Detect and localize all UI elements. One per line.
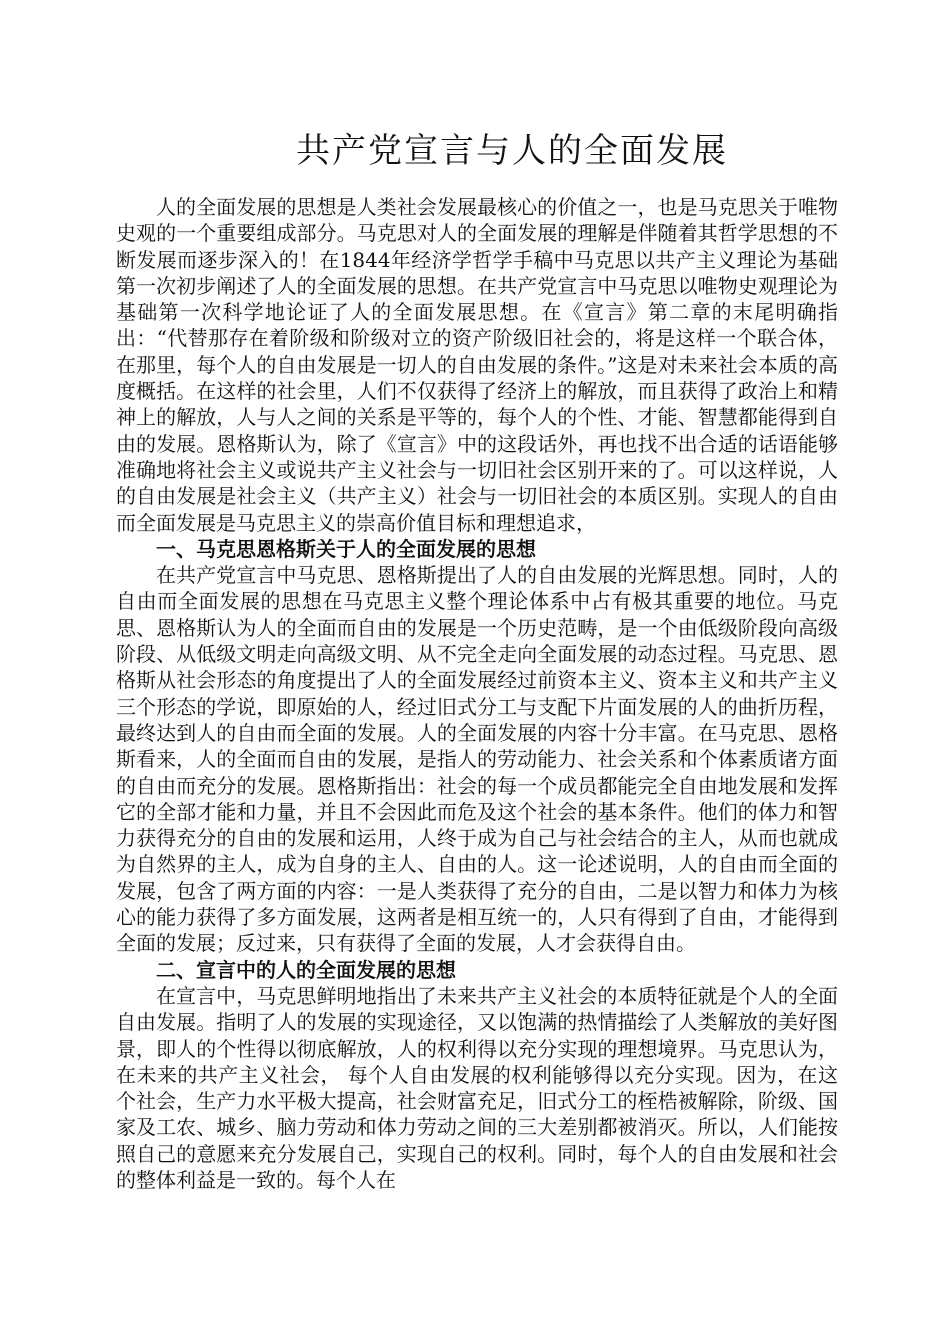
intro-paragraph: 人的全面发展的思想是人类社会发展最核心的价值之一，也是马克思关于唯物史观的一个重要组成部分。马克思对人的全面发展的理解是伴随着其哲学思想的不断发展而逐步深入的！在1844年经济学哲学手稿中马克思以共产主义理论为基础第一次初步阐述了人的全面发展的思想。在共产党宣言中马克思以唯物史观理论为基础第一次科学地论证了人的全面发展思想。在《宣言》第二章的末尾明确指出：“代替那存在着阶级和阶级对立的资产阶级旧社会的，将是这样一个联合体，在那里，每个人的自由发展是一切人的自由发展的条件。”这是对未来社会本质的高度概括。在这样的社会里，人们不仅获得了经济上的解放，而且获得了政治上和精神上的解放，人与人之间的关系是平等的，每个人的个性、才能、智慧都能得到自由的发展。恩格斯认为，除了《宣言》中的这段话外，再也找不出合适的话语能够准确地将社会主义或说共产主义社会与一切旧社会区别开来的了。可以这样说，人的自由发展是社会主义（共产主义）社会与一切旧社会的本质区别。实现人的自由而全面发展是马克思主义的崇高价值目标和理想追求， <box>116 195 838 535</box>
document-title: 共产党宣言与人的全面发展 <box>296 131 728 171</box>
section-paragraph-2: 在宣言中，马克思鲜明地指出了未来共产主义社会的本质特征就是个人的全面自由发展。指明了人的发展的实现途径，又以饱满的热情描绘了人类解放的美好图景，即人的个性得以彻底解放，人的权利得以充分实现的理想境界。马克思认为，在未来的共产主义社会， 每个人自由发展的权利能够得以充分实现。因为，在这个社会，生产力水平极大提高，社会财富充足，旧式分工的桎梏被解除，阶级、国家及工农、城乡、脑力劳动和体力劳动之间的三大差别都被消灭。所以，人们能按照自己的意愿来充分发展自己，实现自己的权利。同时，每个人的自由发展和社会的整体利益是一致的。每个人在 <box>116 983 838 1192</box>
section-heading-2: 二、宣言中的人的全面发展的思想 <box>156 957 456 982</box>
section-heading-1: 一、马克思恩格斯关于人的全面发展的思想 <box>156 536 536 561</box>
document-page <box>116 128 838 1193</box>
section-paragraph-1: 在共产党宣言中马克思、恩格斯提出了人的自由发展的光辉思想。同时，人的自由而全面发展的思想在马克思主义整个理论体系中占有极其重要的地位。马克思、恩格斯认为人的全面而自由的发展是一个历史范畴，是一个由低级阶段向高级阶段、从低级文明走向高级文明、从不完全走向全面发展的动态过程。马克思、恩格斯从社会形态的角度提出了人的全面发展经过前资本主义、资本主义和共产主义三个形态的学说，即原始的人，经过旧式分工与支配下片面发展的人的曲折历程，最终达到人的自由而全面的发展。人的全面发展的内容十分丰富。在马克思、恩格斯看来，人的全面而自由的发展，是指人的劳动能力、社会关系和个体素质诸方面的自由而充分的发展。恩格斯指出：社会的每一个成员都能完全自由地发展和发挥它的全部才能和力量，并且不会因此而危及这个社会的基本条件。他们的体力和智力获得充分的自由的发展和运用，人终于成为自己与社会结合的主人，从而也就成为自然界的主人，成为自身的主人、自由的人。这一论述说明，人的自由而全面的发展，包含了两方面的内容：一是人类获得了充分的自由，二是以智力和体力为核心的能力获得了多方面发展，这两者是相互统一的，人只有得到了自由，才能得到全面的发展；反过来，只有获得了全面的发展，人才会获得自由。 <box>116 563 838 956</box>
